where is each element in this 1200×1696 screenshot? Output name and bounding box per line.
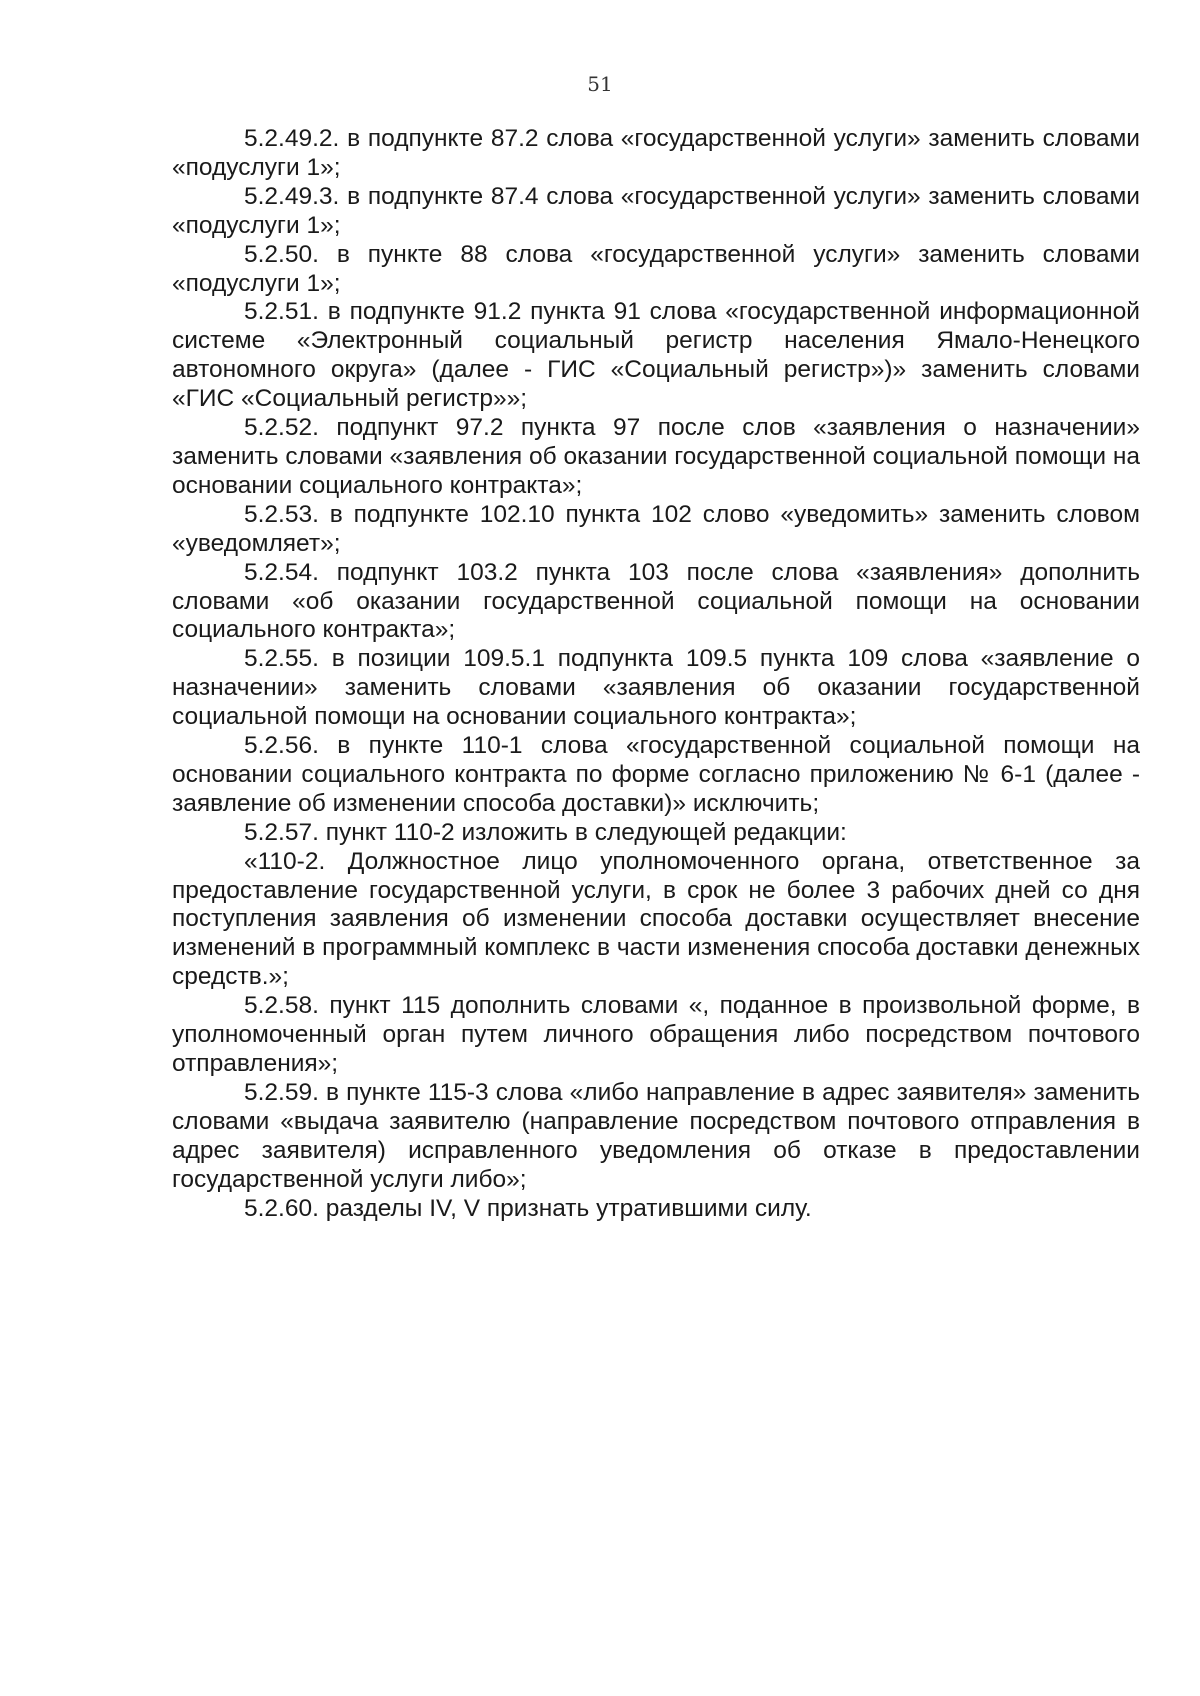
paragraph-5-2-56: 5.2.56. в пункте 110-1 слова «государственной социальной помощи на основании социального контракта по форме согласно приложению № 6-1 (далее - заявление об изменении способа доставки)» исключить;	[172, 732, 1140, 817]
paragraph-110-2-quote: «110-2. Должностное лицо уполномоченного органа, ответственное за предоставление государственной услуги, в срок не более 3 рабочих дней со дня поступления заявления об изменении способа доставки осуществляет внесение изменений в программный комплекс в части изменения способа доставки денежных средств.»;	[172, 847, 1140, 991]
paragraph-5-2-52: 5.2.52. подпункт 97.2 пункта 97 после слов «заявления о назначении» заменить словами «заявления об оказании государственной социальной помощи на основании социального контракта»;	[172, 414, 1140, 499]
paragraph-5-2-49-3: 5.2.49.3. в подпункте 87.4 слова «государственной услуги» заменить словами «подуслуги 1»;	[172, 182, 1140, 239]
paragraph-5-2-51: 5.2.51. в подпункте 91.2 пункта 91 слова «государственной информационной системе «Электронный социальный регистр населения Ямало-Ненецкого автономного округа» (далее - ГИС «Социальный регистр»)» заменить словами «ГИС «Социальный регистр»»;	[172, 298, 1140, 413]
document-body	[172, 125, 1140, 1223]
paragraph-5-2-55: 5.2.55. в позиции 109.5.1 подпункта 109.5 пункта 109 слова «заявление о назначении» заменить словами «заявления об оказании государственной социальной помощи на основании социального контракта»;	[172, 645, 1140, 731]
paragraph-5-2-59: 5.2.59. в пункте 115-3 слова «либо направление в адрес заявителя» заменить словами «выдача заявителю (направление посредством почтового отправления в адрес заявителя) исправленного уведомления об отказе в предоставлении государственной услуги либо»;	[172, 1078, 1140, 1193]
paragraph-5-2-58: 5.2.58. пункт 115 дополнить словами «, поданное в произвольной форме, в уполномоченный орган путем личного обращения либо посредством почтового отправления»;	[172, 992, 1140, 1077]
paragraph-5-2-53: 5.2.53. в подпункте 102.10 пункта 102 слово «уведомить» заменить словом «уведомляет»;	[172, 500, 1140, 557]
paragraph-5-2-49-2: 5.2.49.2. в подпункте 87.2 слова «государственной услуги» заменить словами «подуслуги 1»;	[172, 125, 1140, 181]
paragraph-5-2-60: 5.2.60. разделы IV, V признать утратившими силу.	[244, 1194, 812, 1222]
paragraph-5-2-50: 5.2.50. в пункте 88 слова «государственной услуги» заменить словами «подуслуги 1»;	[172, 240, 1140, 297]
page-number: 51	[587, 72, 613, 96]
paragraph-5-2-54: 5.2.54. подпункт 103.2 пункта 103 после слова «заявления» дополнить словами «об оказании государственной социальной помощи на основании социального контракта»;	[172, 558, 1140, 644]
paragraph-5-2-57: 5.2.57. пункт 110-2 изложить в следующей редакции:	[244, 818, 847, 846]
